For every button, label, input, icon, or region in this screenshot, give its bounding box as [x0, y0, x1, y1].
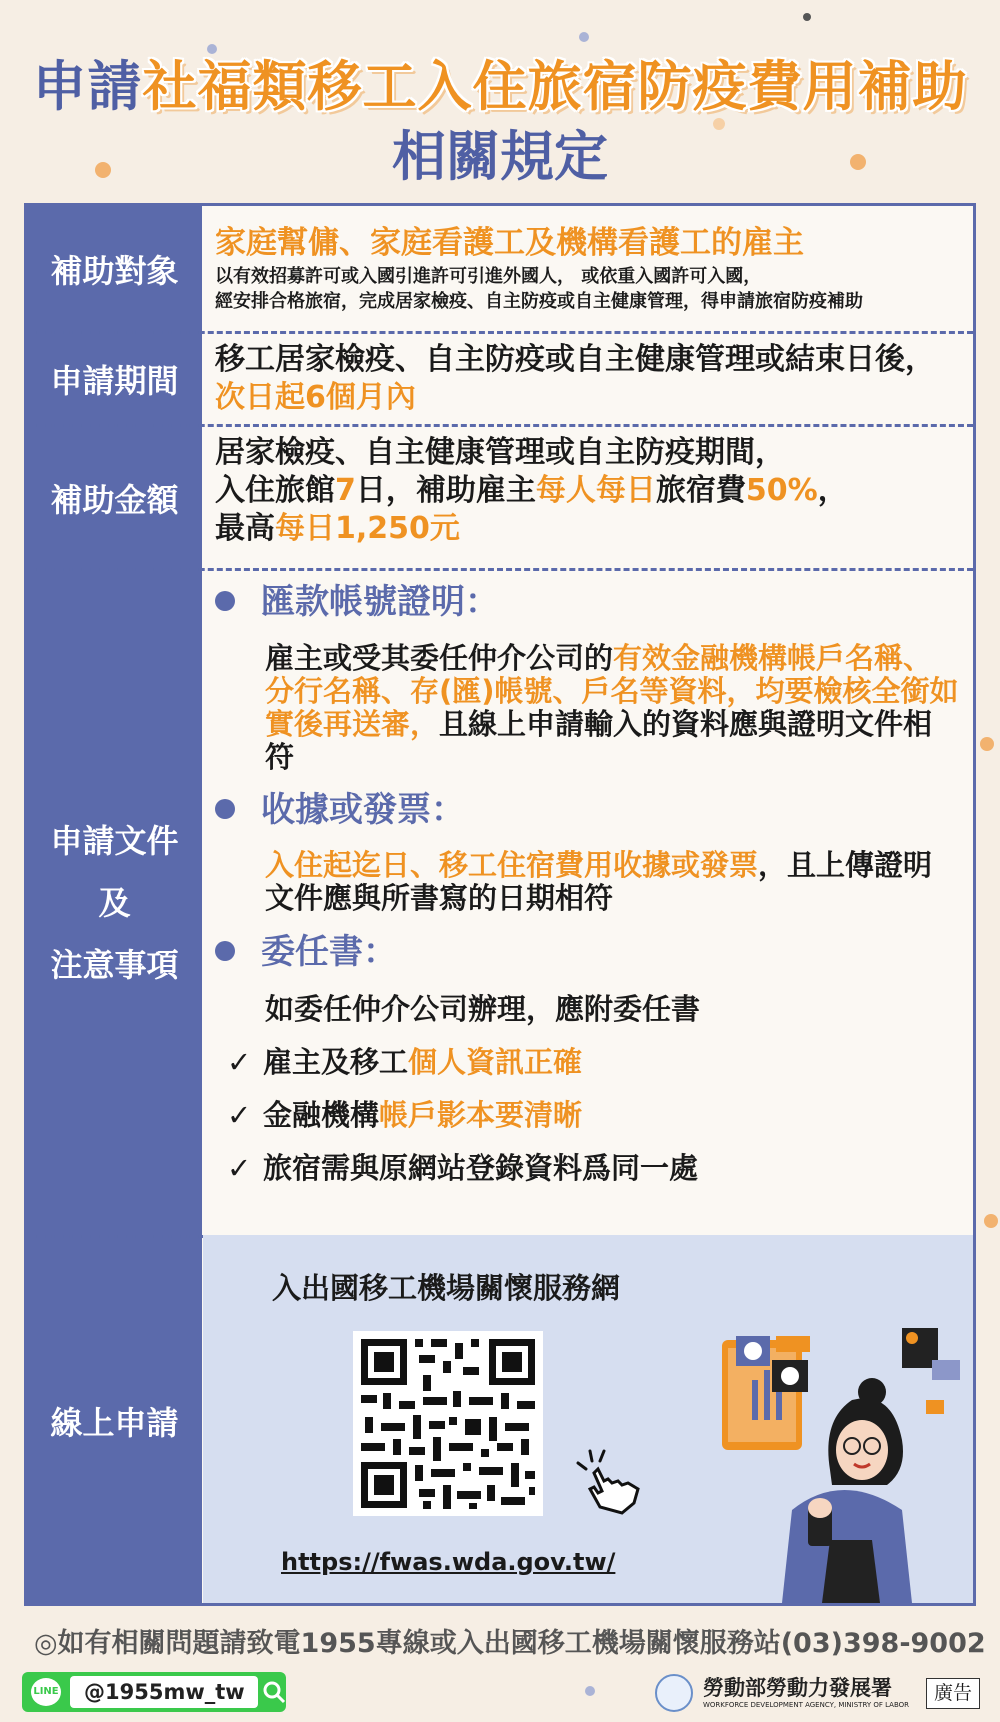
decor-dot — [984, 1214, 998, 1228]
qr-code-icon — [353, 1331, 543, 1516]
row-label-amount: 補助金額 — [50, 480, 179, 519]
contact-notice: ◎如有相關問題請致電1955專線或入出國移工機場關懷服務站(03)398-9002 — [34, 1628, 986, 1659]
row-label-documents: 申請文件 及 注意事項 — [50, 822, 179, 984]
check-item: ✓ 金融機構帳戶影本要清晰 — [227, 1098, 583, 1132]
decor-dot — [585, 1686, 595, 1696]
service-site-title: 入出國移工機場關懷服務網 — [272, 1271, 621, 1305]
check-item: ✓ 雇主及移工個人資訊正確 — [227, 1045, 583, 1079]
decor-dot — [803, 13, 811, 21]
amount-line1: 居家檢疫、自主健康管理或自主防疫期間， — [215, 435, 785, 470]
agency-name: 勞動部勞動力發展署 — [703, 1676, 892, 1700]
title-line2: 相關規定 — [392, 125, 608, 188]
row-label-eligibility: 補助對象 — [50, 251, 179, 290]
doc-item-proxy-title: 委任書： — [215, 930, 397, 974]
amount-line3: 最高每日1,250元 — [215, 511, 460, 546]
line-search-bar[interactable] — [22, 1672, 286, 1712]
woman-illustration — [712, 1300, 972, 1603]
line-logo-icon: LINE — [31, 1678, 61, 1706]
agency-seal-icon — [655, 1674, 693, 1712]
bullet-icon — [215, 941, 235, 961]
doc-item-remittance-title: 匯款帳號證明： — [215, 580, 499, 624]
decor-dot — [980, 737, 994, 751]
page-title — [0, 52, 1000, 192]
period-content — [215, 341, 963, 417]
eligibility-headline: 家庭幫傭、家庭看護工及機構看護工的雇主 — [215, 225, 804, 261]
eligibility-detail-2: 經安排合格旅宿，完成居家檢疫、自主防疫或自主健康管理，得申請旅宿防疫補助 — [215, 291, 863, 312]
pointing-hand-icon — [572, 1447, 650, 1519]
eligibility-detail-1: 以有效招募許可或入國引進許可引進外國人， 或依重入國許可入國， — [215, 266, 762, 287]
decor-dot — [579, 32, 589, 42]
check-icon: ✓ — [227, 1098, 252, 1132]
bullet-icon — [215, 799, 235, 819]
ad-label: 廣告 — [926, 1678, 980, 1709]
amount-line2: 入住旅館7日，補助雇主每人每日旅宿費50%， — [215, 473, 848, 508]
eligibility-content — [215, 224, 963, 314]
check-icon: ✓ — [227, 1045, 252, 1079]
doc-item-receipt-title: 收據或發票： — [215, 788, 465, 832]
check-icon: ✓ — [227, 1151, 252, 1185]
period-line2: 次日起6個月內 — [215, 380, 416, 415]
qr-code[interactable] — [353, 1331, 543, 1516]
title-highlight: 社福類移工入住旅宿防疫費用補助 — [142, 55, 968, 118]
check-item: ✓ 旅宿需與原網站登錄資料爲同一處 — [227, 1151, 699, 1185]
doc-item-proxy-text: 如委任仲介公司辦理，應附委任書 — [265, 992, 701, 1026]
doc-item-receipt-text: 入住起迄日、移工住宿費用收據或發票，且上傳證明文件應與所書寫的日期相符 — [265, 848, 933, 915]
amount-content — [215, 434, 963, 548]
agency-logo — [655, 1670, 915, 1716]
doc-item-remittance-text: 雇主或受其委任仲介公司的有效金融機構帳戶名稱、分行名稱、存(匯)帳號、戶名等資料，均要檢核全銜如實後再送審，且線上申請輸入的資料應與證明文件相符 — [265, 641, 959, 774]
search-icon[interactable] — [262, 1680, 286, 1704]
service-site-link[interactable]: https://fwas.wda.gov.tw/ — [281, 1548, 616, 1576]
row-label-online: 線上申請 — [50, 1403, 179, 1442]
row-label-period: 申請期間 — [50, 362, 179, 400]
period-line1: 移工居家檢疫、自主防疫或自主健康管理或結束日後， — [215, 342, 935, 377]
bullet-icon — [215, 591, 235, 611]
agency-name-en: WORKFORCE DEVELOPMENT AGENCY, MINISTRY OF LABOR — [703, 1701, 910, 1709]
title-line1: 申請社福類移工入住旅宿防疫費用補助 — [32, 55, 968, 118]
line-id-field[interactable]: @1955mw_tw — [70, 1676, 258, 1708]
